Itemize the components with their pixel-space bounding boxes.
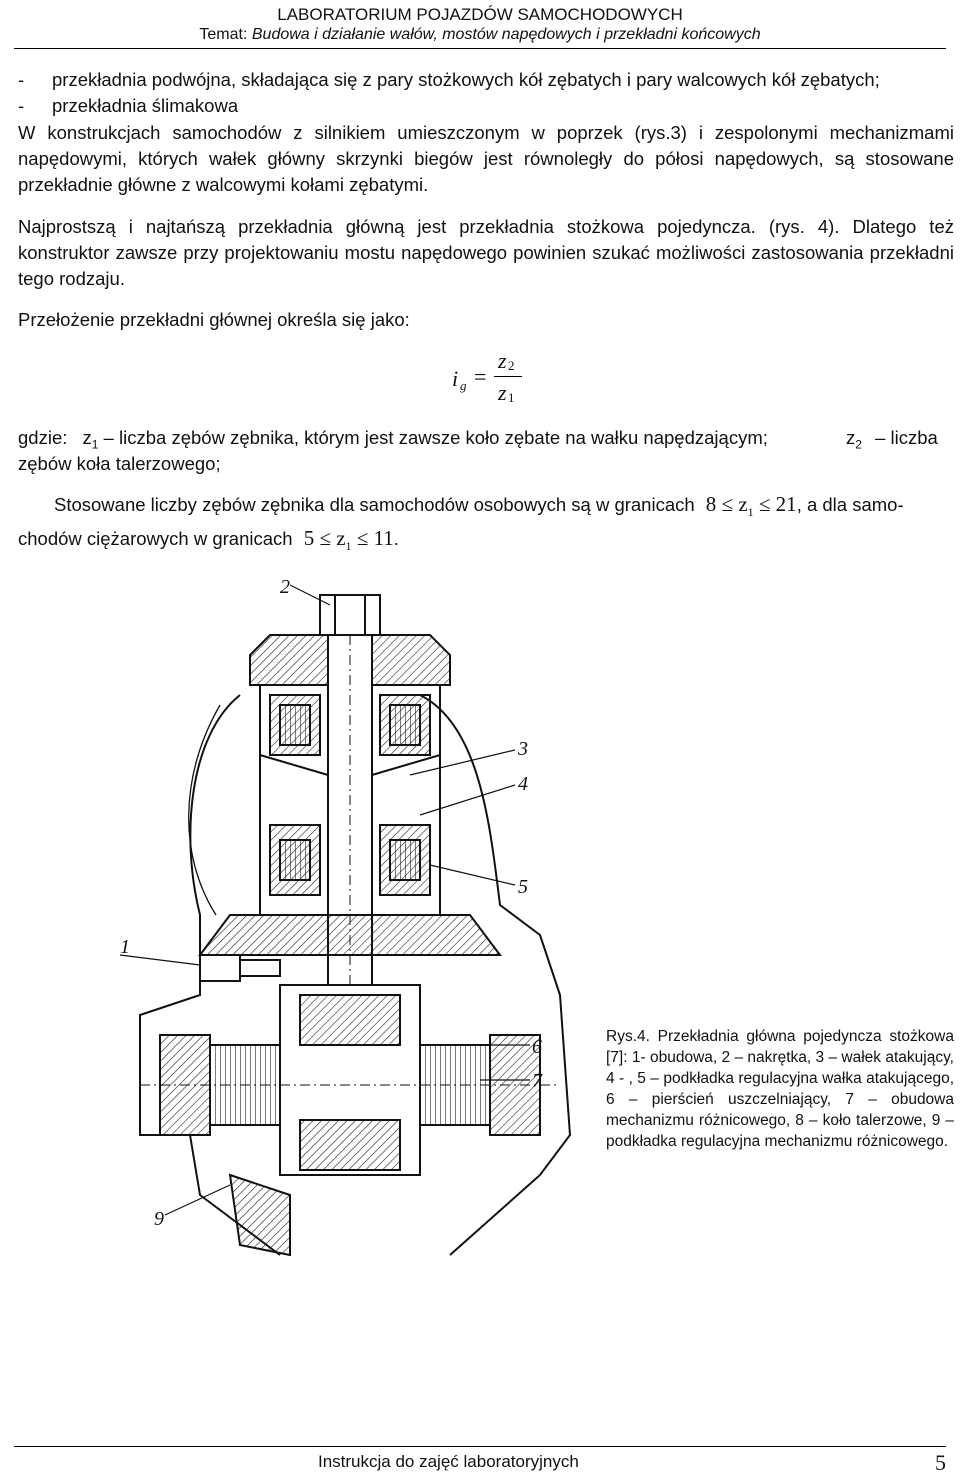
ranges-line-2 <box>18 526 399 558</box>
label-6: 6 <box>532 1036 542 1058</box>
z2-description-a: – liczba <box>875 427 938 448</box>
fraction-bar <box>494 376 522 377</box>
range-cars <box>705 492 797 520</box>
ranges-text-2: , a dla samo- <box>796 494 904 515</box>
z1-sub: 1 <box>91 437 99 452</box>
formula-equals: = <box>474 364 487 389</box>
label-3: 3 <box>518 738 528 760</box>
ranges-text-1: Stosowane liczby zębów zębnika dla samochodów osobowych są w granicach <box>54 494 695 515</box>
footer-text: Instrukcja do zajęć laboratoryjnych <box>318 1452 579 1471</box>
bullet-text-2: przekładnia ślimakowa <box>52 95 239 116</box>
label-5: 5 <box>518 876 528 898</box>
z2-def <box>846 426 938 457</box>
footer-rule <box>14 1446 946 1447</box>
header-topic <box>0 25 960 45</box>
z1-description: – liczba zębów zębnika, którym jest zawsze koło zębate na wałku napędzającym; <box>103 427 768 448</box>
final-drive-drawing <box>120 575 580 1275</box>
label-1: 1 <box>120 936 130 958</box>
z2-sub: 2 <box>855 437 862 452</box>
bullet-dash-1: - <box>18 69 25 90</box>
label-2: 2 <box>280 576 290 598</box>
range-cars-b: ≤ 21 <box>753 492 797 516</box>
paragraph-3: Przełożenie przekładni głównej określa się jako: <box>18 309 410 330</box>
header-topic-label: Temat: <box>199 26 248 43</box>
gear-ratio-formula <box>450 348 550 412</box>
formula-lhs-sub: g <box>460 378 467 393</box>
z1-symbol: z <box>82 427 92 448</box>
drawing-lines <box>120 585 570 1255</box>
formula-numerator-sub: 2 <box>508 358 515 373</box>
bullet-dash-2: - <box>18 95 25 116</box>
gdzie-prefix: gdzie: <box>18 427 68 448</box>
label-9: 9 <box>154 1208 164 1230</box>
ranges-text-3: chodów ciężarowych w granicach <box>18 528 293 549</box>
ranges-text-4: . <box>393 528 399 549</box>
label-7: 7 <box>532 1070 542 1092</box>
header-rule <box>14 48 946 49</box>
page-header <box>0 4 960 45</box>
paragraph-1: W konstrukcjach samochodów z silnikiem umieszczonym w poprzek (rys.3) i zespolonymi mechanizmami napędowymi, których wałek główny skrzynki biegów jest równoległy do półosi napędowych, są stosowane przekładnie główne z walcowymi kołami zębatymi. <box>18 122 954 195</box>
header-topic-text: Budowa i działanie wałów, mostów napędowych i przekładni końcowych <box>251 26 761 43</box>
range-trucks-b: ≤ 11 <box>351 526 394 550</box>
header-lab-title: LABORATORIUM POJAZDÓW SAMOCHODOWYCH <box>277 5 683 24</box>
range-trucks-sub: 1 <box>345 539 352 554</box>
label-4: 4 <box>518 773 528 795</box>
formula-numerator: z <box>498 348 507 373</box>
range-trucks <box>303 526 394 554</box>
paragraph-2: Najprostszą i najtańszą przekładnia główną jest przekładnia stożkowa pojedyncza. (rys. 4). Dlatego też konstruktor zawsze przy projektowaniu mostu napędowego powinien szukać możliwości zastosowania przekładni tego rodzaju. <box>18 216 954 289</box>
range-cars-sub: 1 <box>747 505 754 520</box>
formula-denominator: z <box>498 380 507 405</box>
z2-description-b: zębów koła talerzowego; <box>18 453 221 474</box>
ranges-line-1 <box>54 492 904 524</box>
formula-lhs: i <box>452 366 459 391</box>
page-number: 5 <box>935 1450 946 1475</box>
range-cars-a: 8 ≤ z <box>705 492 748 516</box>
figure-caption: Rys.4. Przekładnia główna pojedyncza stożkowa [7]: 1- obudowa, 2 – nakrętka, 3 – wałek atakujący, 4 - , 5 – podkładka regulacyjna wałka atakującego, 6 – pierścień uszczelniający, 7 – obudowa mechanizmu różnicowego, 8 – koło talerzowe, 9 – podkładka regulacyjna mechanizmu różnicowego. <box>606 1028 954 1150</box>
range-trucks-a: 5 ≤ z <box>303 526 346 550</box>
bullet-text-1: przekładnia podwójna, składająca się z pary stożkowych kół zębatych i pary walcowych kół zębatych; <box>52 69 880 90</box>
z2-symbol: z <box>846 427 856 448</box>
formula-denominator-sub: 1 <box>508 390 515 405</box>
